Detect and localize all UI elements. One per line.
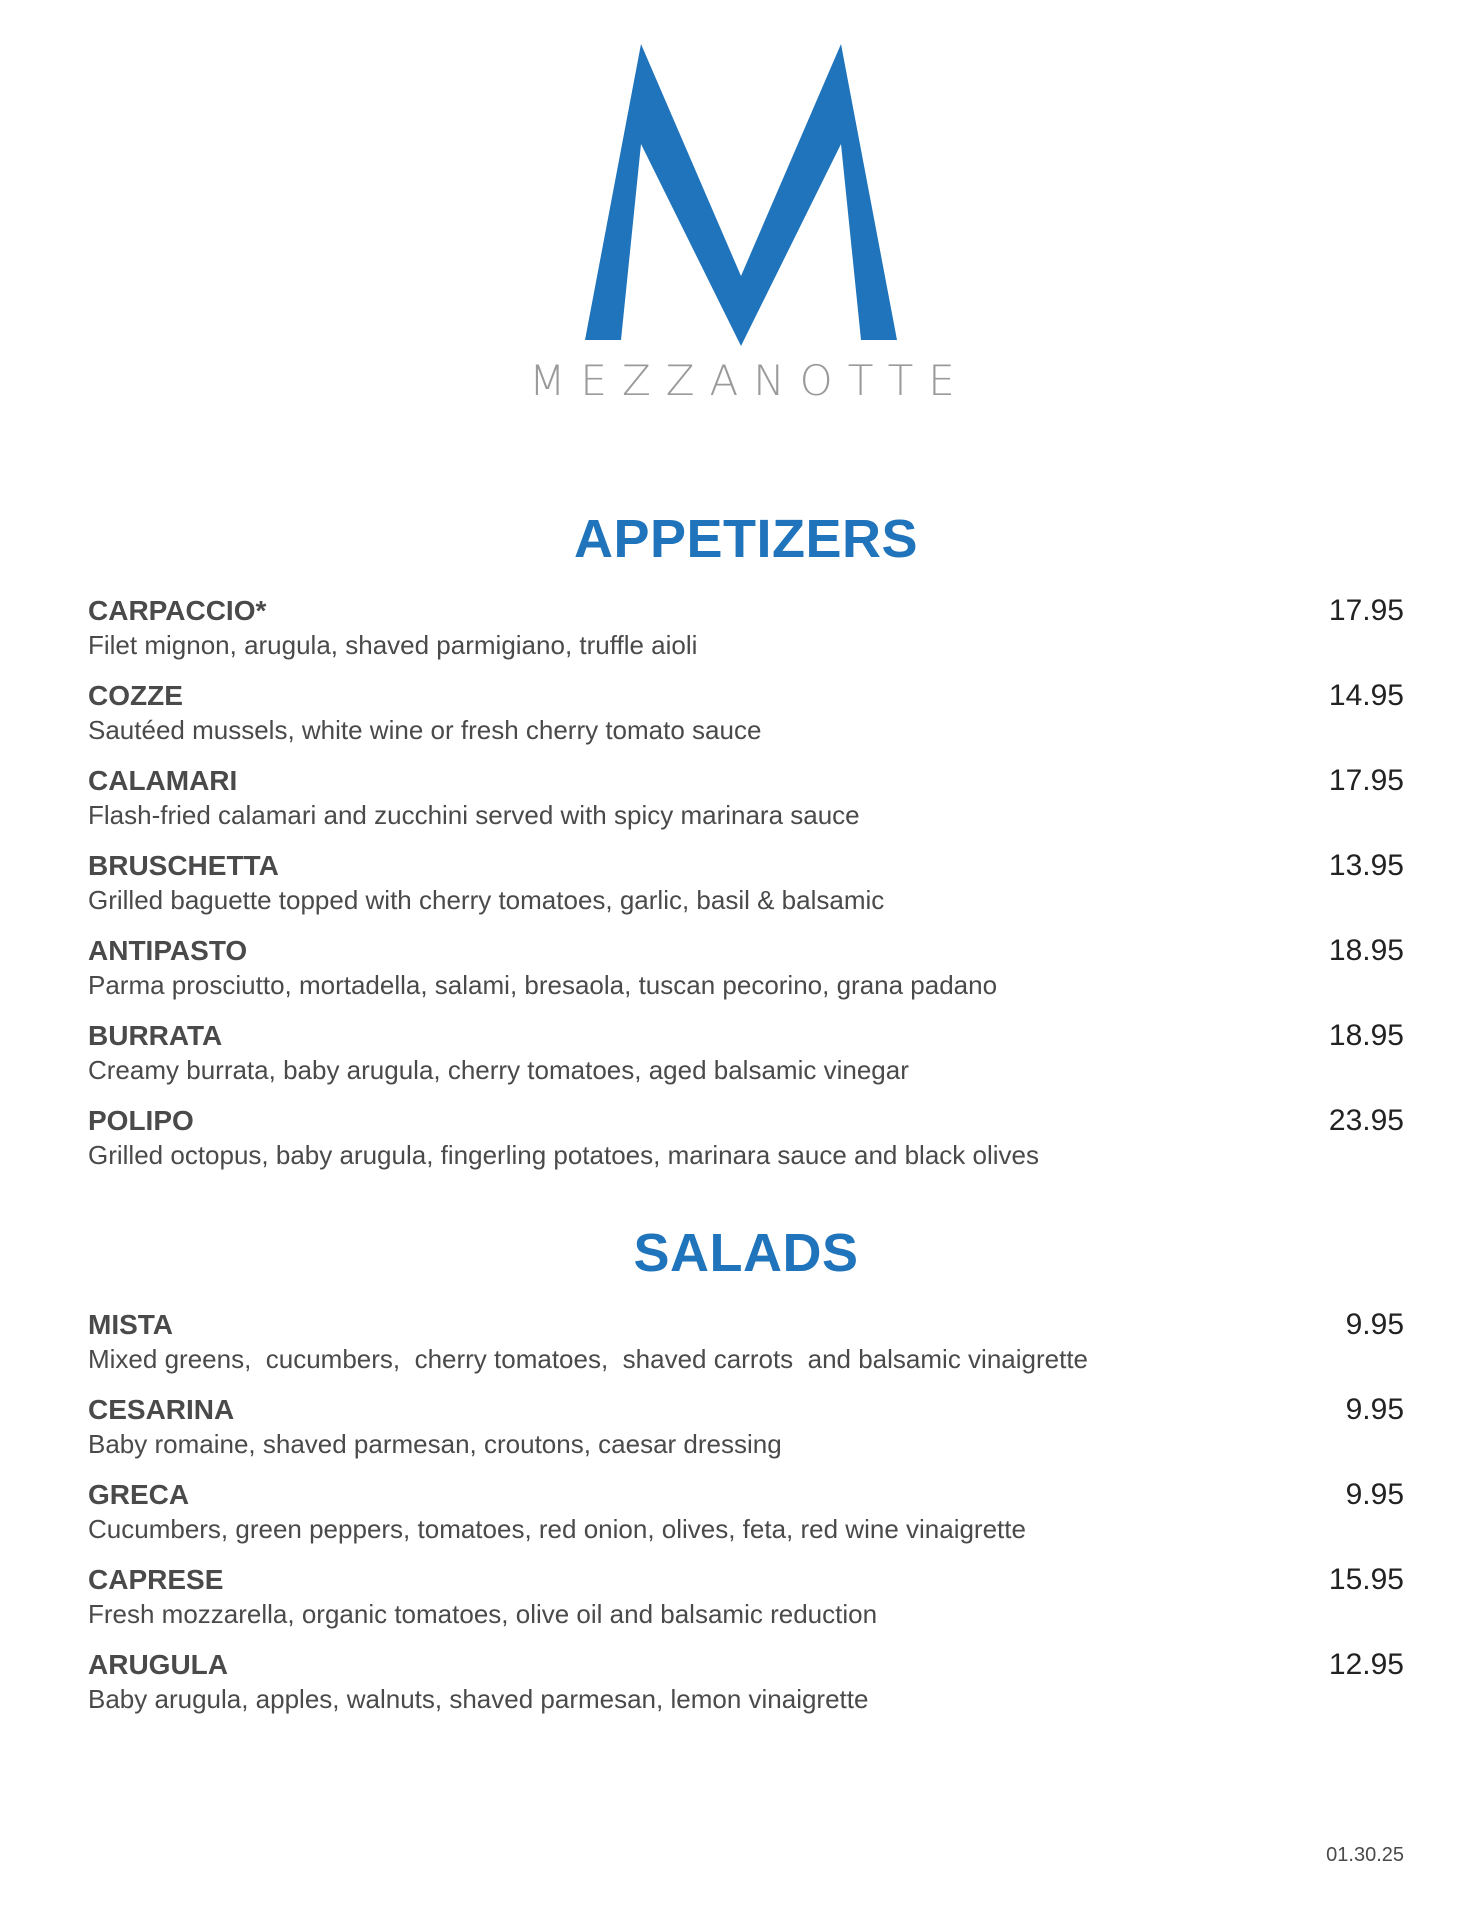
item-description: Grilled baguette topped with cherry tomatoes, garlic, basil & balsamic — [88, 885, 885, 915]
item-price: 23.95 — [1328, 1104, 1404, 1137]
item-price: 17.95 — [1328, 764, 1404, 797]
section-appetizers — [88, 509, 1404, 1189]
section-salads — [88, 1223, 1404, 1733]
menu-item — [88, 1019, 1404, 1104]
item-description: Flash-fried calamari and zucchini served with spicy marinara sauce — [88, 800, 860, 830]
menu-item — [88, 1478, 1404, 1563]
brand-wordmark: MEZZANOTTE — [529, 356, 970, 405]
item-list — [88, 1308, 1404, 1733]
item-name: CESARINA — [88, 1394, 235, 1425]
item-description: Grilled octopus, baby arugula, fingerling potatoes, marinara sauce and black olives — [88, 1140, 1039, 1170]
menu-item — [88, 764, 1404, 849]
item-description: Filet mignon, arugula, shaved parmigiano, truffle aioli — [88, 630, 698, 660]
menu-date: 01.30.25 — [1326, 1844, 1404, 1866]
item-description: Baby romaine, shaved parmesan, croutons, caesar dressing — [88, 1429, 782, 1459]
item-price: 18.95 — [1328, 934, 1404, 967]
menu-item — [88, 1563, 1404, 1648]
menu-item — [88, 934, 1404, 1019]
item-description: Creamy burrata, baby arugula, cherry tomatoes, aged balsamic vinegar — [88, 1055, 909, 1085]
item-name: ARUGULA — [88, 1649, 228, 1680]
item-description: Cucumbers, green peppers, tomatoes, red onion, olives, feta, red wine vinaigrette — [88, 1514, 1026, 1544]
menu-item — [88, 1104, 1404, 1189]
item-price: 9.95 — [1345, 1478, 1404, 1511]
item-name: POLIPO — [88, 1105, 194, 1136]
item-description: Parma prosciutto, mortadella, salami, bresaola, tuscan pecorino, grana padano — [88, 970, 998, 1000]
item-description: Mixed greens, cucumbers, cherry tomatoes, shaved carrots and balsamic vinaigrette — [88, 1344, 1088, 1374]
item-name: BURRATA — [88, 1020, 223, 1051]
item-name: ANTIPASTO — [88, 935, 248, 966]
item-price: 14.95 — [1328, 679, 1404, 712]
section-title: SALADS — [633, 1223, 859, 1283]
item-description: Baby arugula, apples, walnuts, shaved parmesan, lemon vinaigrette — [88, 1684, 869, 1714]
menu-item — [88, 1648, 1404, 1733]
item-price: 17.95 — [1328, 594, 1404, 627]
m-logo-icon — [585, 44, 899, 346]
item-price: 18.95 — [1328, 1019, 1404, 1052]
menu-item — [88, 1308, 1404, 1393]
item-name: COZZE — [88, 680, 183, 711]
item-list — [88, 594, 1404, 1189]
section-title: APPETIZERS — [573, 509, 919, 569]
item-name: CARPACCIO* — [88, 595, 267, 626]
item-price: 13.95 — [1328, 849, 1404, 882]
item-name: CAPRESE — [88, 1564, 224, 1595]
item-name: CALAMARI — [88, 765, 238, 796]
menu-item — [88, 849, 1404, 934]
brand-logo — [0, 44, 1484, 405]
item-price: 12.95 — [1328, 1648, 1404, 1681]
item-name: MISTA — [88, 1309, 174, 1340]
menu-item — [88, 1393, 1404, 1478]
item-price: 15.95 — [1328, 1563, 1404, 1596]
item-price: 9.95 — [1345, 1308, 1404, 1341]
item-description: Sautéed mussels, white wine or fresh cherry tomato sauce — [88, 715, 762, 745]
menu-item — [88, 679, 1404, 764]
item-description: Fresh mozzarella, organic tomatoes, olive oil and balsamic reduction — [88, 1599, 878, 1629]
menu-item — [88, 594, 1404, 679]
item-name: GRECA — [88, 1479, 190, 1510]
item-name: BRUSCHETTA — [88, 850, 279, 881]
item-price: 9.95 — [1345, 1393, 1404, 1426]
